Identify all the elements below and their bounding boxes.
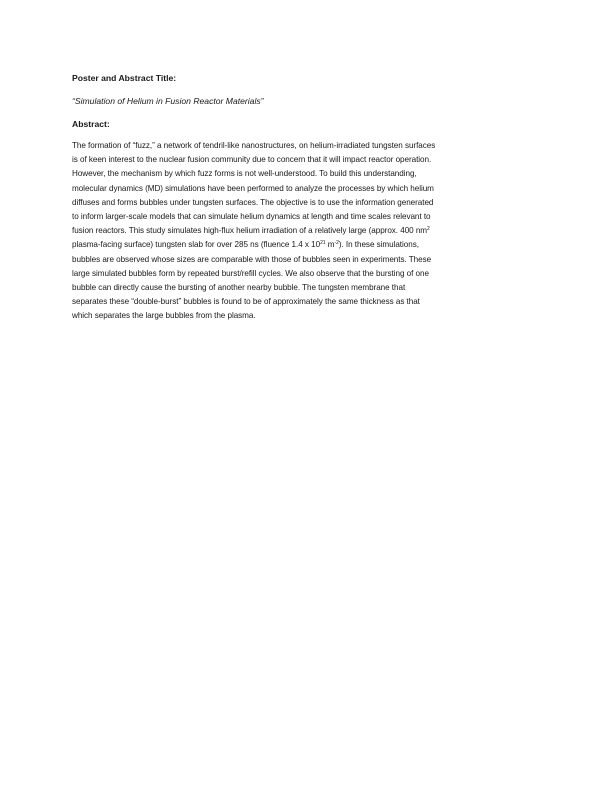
abstract-line: bubble can directly cause the bursting of another nearby bubble. The tungsten membrane that (72, 283, 406, 293)
abstract-line (72, 238, 540, 252)
document-page (72, 72, 540, 324)
abstract-line-text: plasma-facing surface) tungsten slab for over 285 ns (fluence 1.4 x 10 (72, 240, 321, 250)
abstract-line: However, the mechanism by which fuzz forms is not well-understood. To build this understanding, (72, 169, 417, 179)
fluence-exponent: 21 (320, 240, 326, 247)
abstract-line: large simulated bubbles form by repeated burst/refill cycles. We also observe that the bursting of one (72, 268, 429, 278)
poster-title: “Simulation of Helium in Fusion Reactor Materials” (72, 96, 264, 106)
abstract-line: separates these “double-burst” bubbles is found to be of approximately the same thickness as that (72, 297, 420, 307)
abstract-heading: Abstract: (72, 119, 110, 129)
abstract-line: molecular dynamics (MD) simulations have been performed to analyze the processes by which helium (72, 183, 434, 193)
fluence-unit: m (325, 240, 335, 250)
abstract-line: is of keen interest to the nuclear fusion community due to concern that it will impact reactor operation. (72, 155, 432, 165)
area-exponent: 2 (427, 226, 430, 233)
poster-title-heading: Poster and Abstract Title: (72, 73, 177, 83)
abstract-line-text: fusion reactors. This study simulates high-flux helium irradiation of a relatively large (approx. 400 nm (72, 226, 428, 236)
abstract-line: The formation of “fuzz,” a network of tendril-like nanostructures, on helium-irradiated tungsten surfaces (72, 141, 436, 150)
abstract-body (72, 139, 540, 324)
abstract-line: to inform larger-scale models that can simulate helium dynamics at length and time scales relevant to (72, 212, 431, 222)
abstract-line: diffuses and forms bubbles under tungsten surfaces. The objective is to use the information generated (72, 197, 434, 207)
fluence-tail: ). In these simulations, (338, 240, 419, 250)
abstract-line (72, 224, 540, 238)
abstract-line: bubbles are observed whose sizes are comparable with those of bubbles seen in experiments. These (72, 254, 432, 264)
abstract-line: which separates the large bubbles from the plasma. (72, 311, 256, 321)
fluence-unit-exponent: -2 (334, 240, 339, 247)
